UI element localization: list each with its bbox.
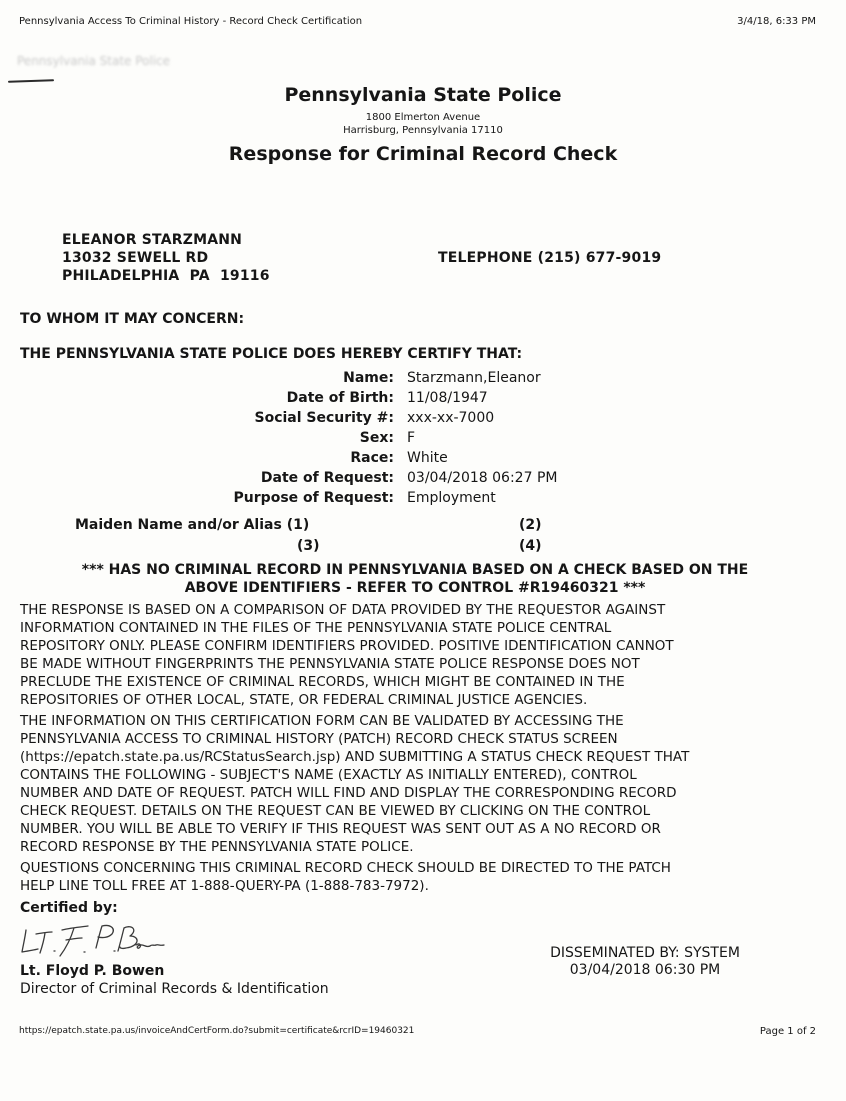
- field-value: White: [407, 450, 448, 466]
- result-line: *** HAS NO CRIMINAL RECORD IN PENNSYLVANIA BASED ON A CHECK BASED ON THE: [81, 562, 749, 578]
- field-label: Name:: [343, 370, 394, 386]
- field-value: F: [407, 430, 416, 446]
- certify-heading: THE PENNSYLVANIA STATE POLICE DOES HEREBY CERTIFY THAT:: [20, 346, 523, 362]
- recipient-name: ELEANOR STARZMANN: [62, 232, 243, 248]
- page-number: Page 1 of 2: [759, 1026, 816, 1037]
- field-value: 11/08/1947: [407, 390, 488, 406]
- paragraph-line: [20, 748, 780, 766]
- paragraph-line: REPOSITORIES OF OTHER LOCAL, STATE, OR FEDERAL CRIMINAL JUSTICE AGENCIES.: [20, 692, 588, 708]
- footer-url: https://epatch.state.pa.us/invoiceAndCertForm.do?submit=certificate&rcrID=19460321: [19, 1026, 415, 1036]
- alias-slot-4: (4): [519, 538, 542, 554]
- field-name: [0, 370, 846, 390]
- bleed-through-text: Pennsylvania State Police: [17, 54, 171, 68]
- recipient-telephone: TELEPHONE (215) 677-9019: [438, 250, 662, 266]
- field-purpose: [0, 490, 846, 510]
- signer-title: Director of Criminal Records & Identification: [20, 981, 329, 997]
- field-label: Social Security #:: [254, 410, 394, 426]
- subject-fields: [0, 370, 846, 510]
- paragraph-line: NUMBER. YOU WILL BE ABLE TO VERIFY IF THIS REQUEST WAS SENT OUT AS A NO RECORD OR: [20, 821, 661, 837]
- paragraph-line: INFORMATION CONTAINED IN THE FILES OF THE PENNSYLVANIA STATE POLICE CENTRAL: [20, 620, 612, 636]
- disseminated-by: DISSEMINATED BY: SYSTEM: [550, 945, 740, 961]
- field-request-date: [0, 470, 846, 490]
- paragraph-line: NUMBER AND DATE OF REQUEST. PATCH WILL FIND AND DISPLAY THE CORRESPONDING RECORD: [20, 785, 677, 801]
- field-dob: [0, 390, 846, 410]
- signer-name: Lt. Floyd P. Bowen: [20, 963, 165, 979]
- paragraph-line: CHECK REQUEST. DETAILS ON THE REQUEST CAN BE VIEWED BY CLICKING ON THE CONTROL: [20, 803, 651, 819]
- print-header-timestamp: 3/4/18, 6:33 PM: [737, 16, 816, 27]
- paragraph-line: PRECLUDE THE EXISTENCE OF CRIMINAL RECORDS, WHICH MIGHT BE CONTAINED IN THE: [20, 674, 625, 690]
- disseminated-date: 03/04/2018 06:30 PM: [569, 962, 721, 978]
- alias-label: Maiden Name and/or Alias (1): [75, 517, 310, 533]
- paragraph-line: REPOSITORY ONLY. PLEASE CONFIRM IDENTIFIERS PROVIDED. POSITIVE IDENTIFICATION CANNOT: [20, 638, 674, 654]
- document-title: Response for Criminal Record Check: [228, 143, 618, 165]
- paragraph-line: RECORD RESPONSE BY THE PENNSYLVANIA STATE POLICE.: [20, 839, 414, 855]
- field-value: 03/04/2018 06:27 PM: [407, 470, 558, 486]
- pen-mark: [8, 79, 54, 83]
- signature-graphic: [18, 918, 168, 960]
- paragraph-line: THE RESPONSE IS BASED ON A COMPARISON OF DATA PROVIDED BY THE REQUESTOR AGAINST: [20, 602, 666, 618]
- result-statement: [20, 561, 810, 597]
- agency-name: Pennsylvania State Police: [284, 84, 562, 106]
- recipient-street: 13032 SEWELL RD: [62, 250, 209, 266]
- field-value: Starzmann,Eleanor: [407, 370, 541, 386]
- status-search-link[interactable]: (https://epatch.state.pa.us/RCStatusSearch.jsp): [20, 749, 341, 765]
- paragraph-line: THE INFORMATION ON THIS CERTIFICATION FORM CAN BE VALIDATED BY ACCESSING THE: [20, 713, 624, 729]
- paragraph-line: BE MADE WITHOUT FINGERPRINTS THE PENNSYLVANIA STATE POLICE RESPONSE DOES NOT: [20, 656, 640, 672]
- paragraph-line: QUESTIONS CONCERNING THIS CRIMINAL RECORD CHECK SHOULD BE DIRECTED TO THE PATCH: [20, 860, 671, 876]
- print-header-title: Pennsylvania Access To Criminal History - Record Check Certification: [19, 16, 363, 27]
- questions-paragraph: [20, 859, 780, 895]
- paragraph-text: AND SUBMITTING A STATUS CHECK REQUEST THAT: [340, 749, 690, 765]
- field-label: Purpose of Request:: [233, 490, 394, 506]
- salutation: TO WHOM IT MAY CONCERN:: [20, 311, 245, 327]
- paragraph-line: PENNSYLVANIA ACCESS TO CRIMINAL HISTORY (PATCH) RECORD CHECK STATUS SCREEN: [20, 731, 618, 747]
- agency-address-line2: Harrisburg, Pennsylvania 17110: [343, 125, 503, 136]
- validation-paragraph: [20, 712, 780, 856]
- certified-by-label: Certified by:: [20, 900, 118, 916]
- agency-address-line1: 1800 Elmerton Avenue: [365, 112, 481, 123]
- field-label: Date of Birth:: [286, 390, 394, 406]
- field-label: Race:: [350, 450, 394, 466]
- alias-slot-2: (2): [519, 517, 542, 533]
- paragraph-line: HELP LINE TOLL FREE AT 1-888-QUERY-PA (1-888-783-7972).: [20, 878, 429, 894]
- paragraph-line: CONTAINS THE FOLLOWING - SUBJECT'S NAME (EXACTLY AS INITIALLY ENTERED), CONTROL: [20, 767, 637, 783]
- field-value: Employment: [407, 490, 496, 506]
- field-label: Sex:: [359, 430, 394, 446]
- field-value: xxx-xx-7000: [407, 410, 495, 426]
- handwritten-signature: [18, 918, 168, 964]
- field-label: Date of Request:: [260, 470, 394, 486]
- recipient-city: PHILADELPHIA PA 19116: [62, 268, 270, 284]
- disclaimer-paragraph: [20, 601, 780, 709]
- dissemination-block: [520, 945, 770, 979]
- field-race: [0, 450, 846, 470]
- field-ssn: [0, 410, 846, 430]
- field-sex: [0, 430, 846, 450]
- result-line: ABOVE IDENTIFIERS - REFER TO CONTROL #R19460321 ***: [184, 580, 646, 596]
- alias-slot-3: (3): [297, 538, 320, 554]
